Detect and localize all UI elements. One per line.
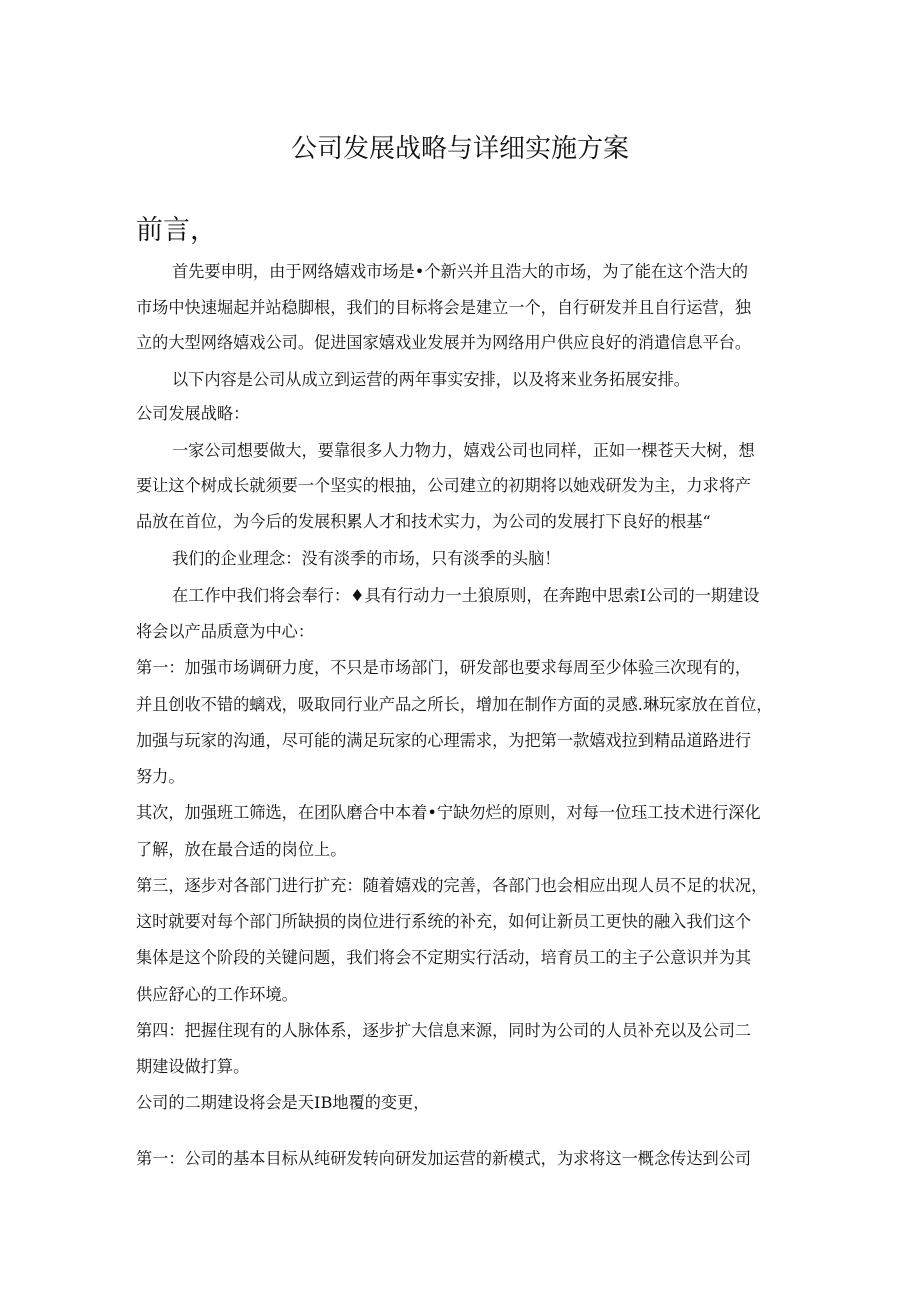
paragraph-line: 期建设做打算。 [136, 1057, 250, 1076]
paragraph-line: 将会以产品质意为中心： [136, 622, 315, 641]
paragraph-line: 努力。 [136, 767, 185, 786]
paragraph-line: 一家公司想要做大，要靠很多人力物力，嬉戏公司也同样，正如一棵苍天大树，想 [172, 441, 755, 460]
paragraph-line: 集体是这个阶段的关键问题，我们将会不定期实行活动，培育员工的主子公意识并为其 [136, 948, 752, 967]
paragraph-line: 市场中快速堀起并站稳脚根，我们的目标将会是建立一个，自行研发并且自行运营，独 [136, 298, 752, 317]
paragraph-line: 要让这个树成长就须要一个坚实的根抽，公司建立的初期将以她戏研发为主，力求将产 [136, 476, 752, 495]
paragraph-line: 并且创收不错的螭戏，吸取同行业产品之所长，增加在制作方面的灵感.琳玩家放在首位， [136, 695, 773, 714]
paragraph-line: 供应舒心的工作环境。 [136, 985, 298, 1004]
paragraph-line: 在工作中我们将会奉行：♦具有行动力一土狼原则，在奔跑中思索I公司的一期建设 [172, 586, 760, 605]
paragraph-line: 加强与玩家的沟通，尽可能的满足玩家的心理需求，为把第一款嬉戏拉到精品道路进行 [136, 731, 752, 750]
paragraph-line: 以下内容是公司从成立到运营的两年事实安排，以及将来业务拓展安排。 [172, 370, 690, 389]
paragraph-line: 第一：加强市场调研力度，不只是市场部门，研发部也要求每周至少体验三次现有的， [136, 658, 752, 677]
paragraph-line: 其次，加强班工筛选，在团队磨合中本着•宁缺勿烂的原则，对每一位珏工技术进行深化 [136, 803, 761, 822]
paragraph-line: 这时就要对每个部门所缺损的岗位进行系统的补充，如何让新员工更快的融入我们这个 [136, 912, 752, 931]
paragraph-line: 第四：把握住现有的人脉体系，逐步扩大信息来源，同时为公司的人员补充以及公司二 [136, 1021, 752, 1040]
paragraph-line: 第一：公司的基本目标从纯研发转向研发加运营的新模式，为求将这一概念传达到公司 [136, 1149, 752, 1168]
paragraph-line: 我们的企业理念：没有淡季的市场，只有淡季的头脑！ [172, 549, 561, 568]
paragraph-line: 首先要申明，由于网络嬉戏市场是•个新兴并且浩大的市场，为了能在这个浩大的 [172, 262, 749, 281]
document-title: 公司发展战略与详细实施方案 [290, 134, 629, 164]
paragraph-line: 公司的二期建设将会是天IB地覆的变更， [136, 1093, 430, 1112]
paragraph-line: 公司发展战略： [136, 404, 250, 423]
paragraph-line: 品放在首位，为今后的发展积累人才和技术实力，为公司的发展打下良好的根基“ [136, 512, 711, 531]
paragraph-line: 立的大型网络嬉戏公司。促进国家嬉戏业发展并为网络用户供应良好的消遣信息平台。 [136, 333, 752, 352]
paragraph-line: 第三，逐步对各部门进行扩充：随着嬉戏的完善，各部门也会相应出现人员不足的状况， [136, 876, 768, 895]
paragraph-line: 了解，放在最合适的岗位上。 [136, 840, 347, 859]
section-heading: 前言， [136, 215, 217, 246]
